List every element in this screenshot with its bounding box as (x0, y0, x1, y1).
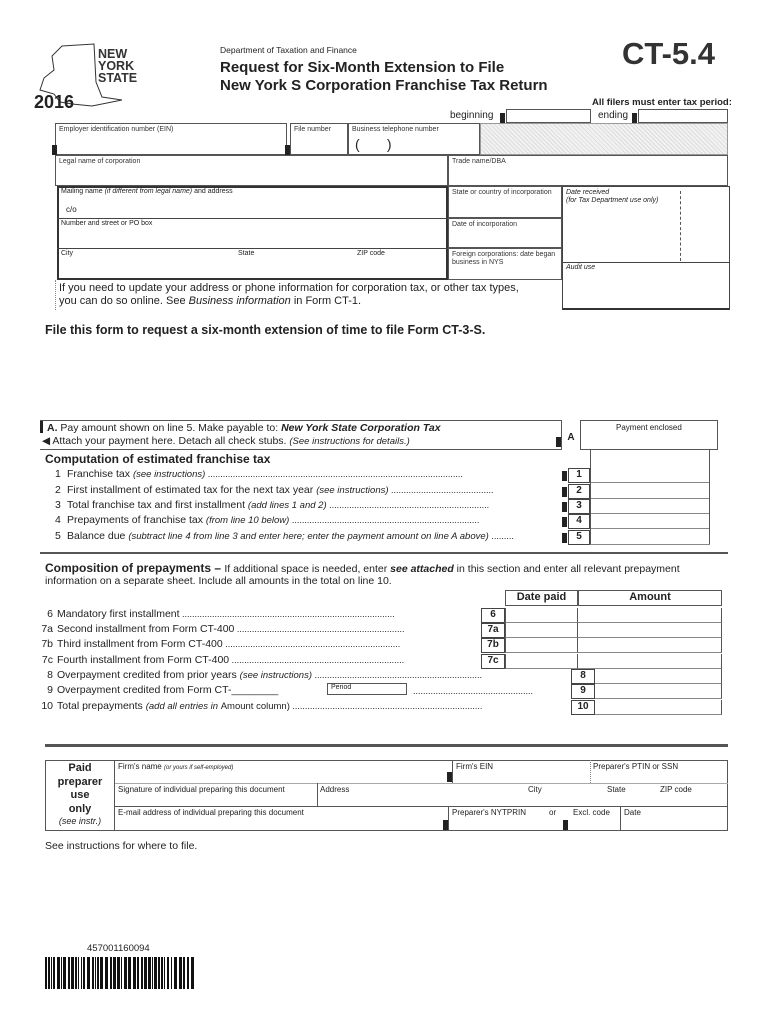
computation-title: Computation of estimated franchise tax (45, 452, 271, 466)
or-label: or (549, 808, 557, 817)
prepayment-line-8: 8 Overpayment credited from prior years (see instructions) ................................................................... (47, 669, 483, 681)
zip-field[interactable]: ZIP code (357, 250, 385, 257)
file-number-field[interactable]: File number (290, 123, 348, 155)
paid-preparer-title: Paid preparer use only (see instr.) (57, 762, 103, 826)
barcode-bar (154, 957, 157, 989)
barcode-bar (48, 957, 50, 989)
excl-code-field[interactable]: Excl. code (573, 808, 610, 817)
barcode-bar (152, 957, 153, 989)
line-6-amount-input[interactable] (578, 608, 722, 623)
barcode-bar (161, 957, 163, 989)
form-id: CT-5.4 (622, 36, 716, 71)
nys-logo (32, 42, 157, 114)
line-10-amount-input[interactable] (595, 700, 722, 715)
trade-name-field[interactable]: Trade name/DBA (448, 155, 728, 186)
amount-header: Amount (578, 590, 722, 606)
line-a-label: A (562, 432, 580, 450)
line-10-box: 10 (571, 700, 595, 715)
computation-line-3: 3 Total franchise tax and first installment (add lines 1 and 2) ................................................................ (55, 499, 490, 511)
date-of-incorporation-field[interactable]: Date of incorporation (448, 218, 562, 248)
line-7c-amount-input[interactable] (578, 654, 722, 669)
where-to-file: See instructions for where to file. (45, 840, 198, 852)
form-title: Request for Six-Month Extension to File New York S Corporation Franchise Tax Return (220, 59, 548, 94)
prepayment-line-7b: 7b Third installment from Form CT-400 ...................................................................... (41, 638, 401, 650)
update-info: If you need to update your address or phone information for corporation tax, or other tax types, you can do so online. See Business information in Form CT-1. (55, 280, 562, 310)
firm-name-field[interactable]: Firm's name (or yours if self-employed) (118, 762, 234, 771)
barcode-bar (53, 957, 55, 989)
state-of-incorporation-field[interactable]: State or country of incorporation (448, 186, 562, 218)
line-7a-box: 7a (481, 623, 505, 638)
dept-use-block: Date received (for Tax Department use only) Audit use (562, 186, 730, 310)
barcode-bar (148, 957, 151, 989)
address-field[interactable]: Address (320, 785, 350, 794)
prepayment-line-7a: 7a Second installment from Form CT-400 ................................................................... (41, 623, 405, 635)
city-field[interactable]: City (61, 250, 74, 257)
barcode-bar (61, 957, 62, 989)
signature-field[interactable]: Signature of individual preparing this document (118, 785, 285, 794)
prepayment-line-6: 6 Mandatory first installment ..................................................................................... (47, 608, 395, 620)
line-4-box: 4 (568, 514, 590, 529)
barcode-bar (95, 957, 96, 989)
period-ending-input[interactable] (638, 109, 728, 123)
barcode-bar (110, 957, 112, 989)
line-7c-date-input[interactable] (505, 654, 578, 669)
mailing-address-block (57, 186, 448, 280)
composition-intro: Composition of prepayments – If additional space is needed, enter see attached in this section and enter all relevant prepayment information on a separate sheet. Include all amounts in the total on line 10. (45, 561, 680, 587)
barcode-bar (71, 957, 74, 989)
barcode-bar (57, 957, 60, 989)
legal-name-field[interactable]: Legal name of corporation (55, 155, 448, 186)
barcode-bar (105, 957, 108, 989)
instruction-heading: File this form to request a six-month extension of time to file Form CT-3-S. (45, 323, 486, 337)
computation-line-1: 1 Franchise tax (see instructions) ...................................................................................................... (55, 468, 463, 480)
line-7a-date-input[interactable] (505, 623, 578, 638)
barcode-bar (183, 957, 185, 989)
line-a: A. Pay amount shown on line 5. Make payable to: New York State Corporation Tax ◀ Attach your payment here. Detach all check stubs. (See instructions for details.) (40, 420, 562, 450)
barcode-bar (167, 957, 169, 989)
state-label: State (607, 785, 626, 794)
barcode-bar (141, 957, 143, 989)
barcode-bar (158, 957, 160, 989)
prepayment-line-9: 9 Overpayment credited from Form CT-________ (47, 684, 279, 696)
city-label: City (528, 785, 542, 794)
barcode-bar (75, 957, 77, 989)
line-6-date-input[interactable] (505, 608, 578, 623)
barcode-bar (124, 957, 127, 989)
date-paid-header: Date paid (505, 590, 578, 606)
mailing-name-label: Mailing name (if different from legal name) and address (61, 188, 233, 195)
barcode-bar (92, 957, 94, 989)
foreign-date-field[interactable]: Foreign corporations: date began business in NYS (448, 248, 562, 280)
barcode-bar (171, 957, 172, 989)
ending-label: ending (598, 110, 629, 121)
line-3-box: 3 (568, 499, 590, 514)
computation-line-5: 5 Balance due (subtract line 4 from line 3 and enter here; enter the payment amount on line A above) ......... (55, 530, 514, 542)
barcode-bar (97, 957, 99, 989)
logo-text: NEW YORK STATE (98, 47, 138, 85)
nytprin-field[interactable]: Preparer's NYTPRIN (452, 808, 526, 817)
barcode-bar (87, 957, 90, 989)
barcode-bar (113, 957, 116, 989)
barcode-bar (144, 957, 147, 989)
barcode-bar (51, 957, 52, 989)
zip-label: ZIP code (660, 785, 692, 794)
barcode-bar (174, 957, 177, 989)
co-field[interactable]: c/o (66, 205, 77, 214)
barcode-bar (68, 957, 70, 989)
department: Department of Taxation and Finance (220, 45, 357, 55)
line-7b-box: 7b (481, 638, 505, 653)
shaded-area (480, 123, 728, 155)
line-6-box: 6 (481, 608, 505, 623)
line-7a-amount-input[interactable] (578, 623, 722, 638)
period-field[interactable]: Period (327, 683, 407, 695)
computation-amount-column (590, 450, 710, 544)
email-field[interactable]: E-mail address of individual preparing this document (118, 808, 304, 817)
barcode-bar (117, 957, 120, 989)
barcode-bar (191, 957, 194, 989)
line-7b-amount-input[interactable] (578, 638, 722, 653)
line-8-box: 8 (571, 669, 595, 684)
tax-year: 2016 (34, 92, 75, 112)
street-field[interactable]: Number and street or PO box (61, 220, 153, 227)
barcode-bar (179, 957, 182, 989)
line-9-box: 9 (571, 684, 595, 699)
barcode-bar (137, 957, 139, 989)
barcode-bar (45, 957, 47, 989)
payment-enclosed-field[interactable]: Payment enclosed (580, 420, 718, 450)
date-field[interactable]: Date (624, 808, 641, 817)
state-field[interactable]: State (238, 250, 255, 257)
phone-field[interactable]: Business telephone number ( ) (348, 123, 480, 155)
arrow-left-icon: ◀ (42, 435, 51, 447)
barcode-bar (187, 957, 189, 989)
barcode-bar (63, 957, 66, 989)
line-5-box: 5 (568, 530, 590, 545)
line-2-box: 2 (568, 484, 590, 499)
barcode-bar (128, 957, 131, 989)
ptin-field[interactable]: Preparer's PTIN or SSN (593, 762, 679, 771)
ein-field[interactable]: Employer identification number (EIN) (55, 123, 287, 155)
barcode-bar (133, 957, 136, 989)
line9-dots: ................................................ (413, 686, 534, 696)
computation-line-4: 4 Prepayments of franchise tax (from line 10 below) ........................................................................... (55, 514, 480, 526)
barcode-bar (121, 957, 122, 989)
tax-period-note: All filers must enter tax period: (592, 97, 732, 108)
firm-ein-field[interactable]: Firm's EIN (456, 762, 494, 771)
barcode-bar (81, 957, 82, 989)
barcode (45, 957, 195, 989)
barcode-number: 457001160094 (87, 943, 150, 954)
line-7b-date-input[interactable] (505, 638, 578, 653)
period-beginning-input[interactable] (506, 109, 591, 123)
beginning-label: beginning (450, 110, 494, 121)
computation-line-2: 2 First installment of estimated tax for the next tax year (see instructions) ......................................... (55, 484, 494, 496)
line-1-box: 1 (568, 468, 590, 483)
line-8-amount-input[interactable] (595, 669, 722, 684)
prepayment-line-10: 10 Total prepayments (add all entries in Amount column) ............................................................................ (41, 700, 483, 712)
barcode-bar (164, 957, 165, 989)
barcode-bar (83, 957, 85, 989)
line-7c-box: 7c (481, 654, 505, 669)
prepayment-line-7c: 7c Fourth installment from Form CT-400 ..................................................................... (41, 654, 405, 666)
line-9-amount-input[interactable] (595, 684, 722, 699)
barcode-bar (78, 957, 79, 989)
barcode-bar (100, 957, 103, 989)
